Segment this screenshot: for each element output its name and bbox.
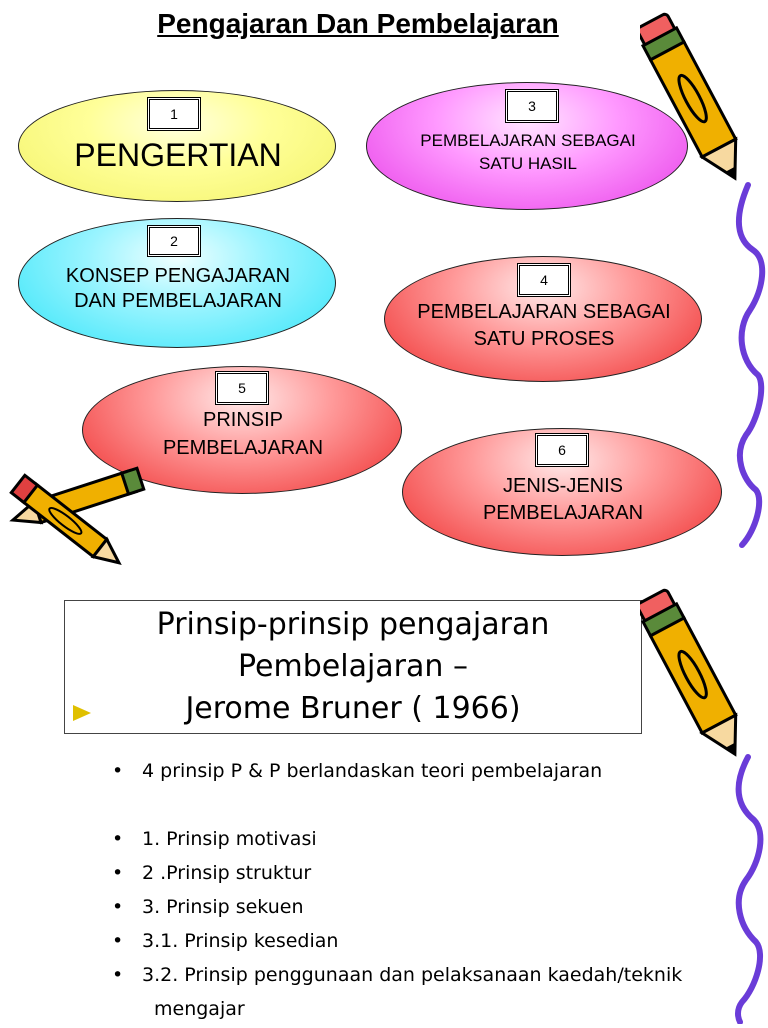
topic-ellipse-2[interactable] [18,218,336,348]
topic-label-line-2: DAN PEMBELAJARAN [74,290,282,312]
list-item-continuation: mengajar [154,998,245,1020]
topic-number-box: 3 [505,89,559,123]
topic-number-box: 4 [517,263,571,297]
topic-number-box: 5 [215,371,269,405]
list-item: • 3.2. Prinsip penggunaan dan pelaksanaan kaedah/teknik [112,964,683,986]
slide-2 [0,576,768,1024]
topic-label-line-1: JENIS-JENIS [502,475,624,497]
play-arrow-icon [73,705,91,721]
topic-label-line-2: SATU HASIL [479,154,577,173]
topic-number-box: 2 [147,225,201,257]
list-item: • 4 prinsip P & P berlandaskan teori pembelajaran [112,760,603,782]
list-item [112,794,762,828]
slide-2-title-line-3: Jerome Bruner ( 1966) [185,691,521,726]
slide-2-title-line-2: Pembelajaran – [238,649,468,684]
slide-2-title-box [64,600,642,734]
topic-number-box: 6 [535,433,589,467]
topic-label: PENGERTIAN [74,137,282,173]
topic-ellipse-4[interactable] [384,256,702,382]
topic-ellipse-6[interactable] [402,428,722,556]
pencil-icon [640,0,768,190]
topic-label-line-2: PEMBELAJARAN [162,437,324,459]
topic-number-box: 1 [147,97,201,131]
slide-1-title: Pengajaran Dan Pembelajaran [157,8,559,39]
list-item: • 2 .Prinsip struktur [112,862,312,884]
topic-label-line-2: PEMBELAJARAN [482,502,644,524]
pencil-icon [640,576,768,766]
list-item: • 3. Prinsip sekuen [112,896,304,918]
squiggle-decoration [728,180,768,550]
topic-label-line-1: PEMBELAJARAN SEBAGAI [417,301,671,323]
principles-list [112,760,762,1028]
list-item: • 1. Prinsip motivasi [112,828,317,850]
list-item: • 3.1. Prinsip kesedian [112,930,339,952]
topic-label-line-1: PRINSIP [202,409,284,431]
topic-label-line-1: PEMBELAJARAN SEBAGAI [420,131,636,150]
topic-label-line-2: SATU PROSES [473,328,615,350]
crossed-pencils-icon [0,458,160,573]
topic-label-line-1: KONSEP PENGAJARAN [65,265,291,287]
topic-ellipse-1[interactable] [18,90,336,202]
slide-2-title-line-1: Prinsip-prinsip pengajaran [156,607,550,642]
